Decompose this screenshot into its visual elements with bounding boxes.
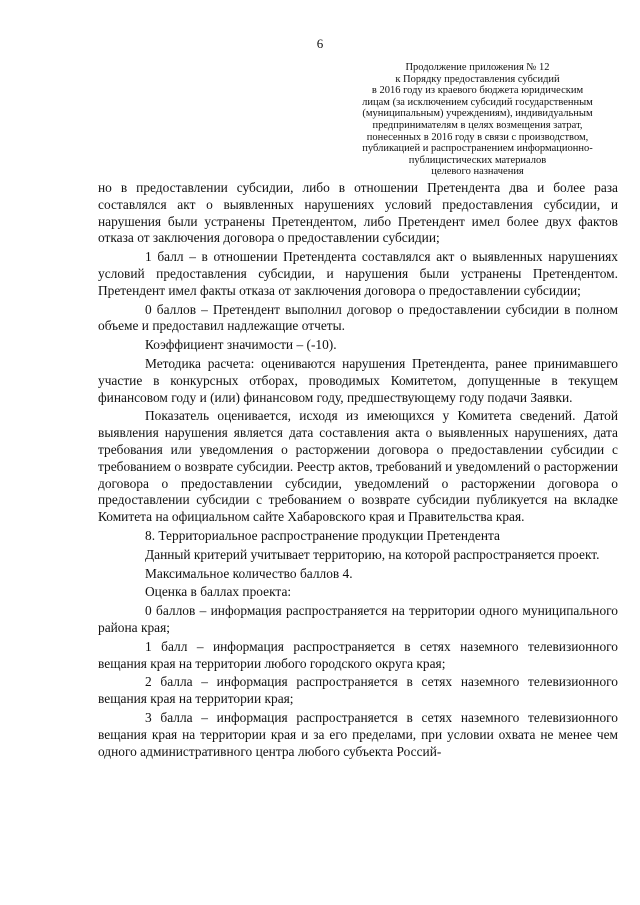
appendix-line: целевого назначения xyxy=(431,166,524,178)
appendix-line: (муниципальным) учреждениям), индивидуальным xyxy=(362,108,593,120)
paragraph-score-intro: Оценка в баллах проекта: xyxy=(145,584,292,600)
section-heading-8: 8. Территориальное распространение продукции Претендента xyxy=(145,527,500,543)
paragraph-method: Методика расчета: оцениваются нарушения Претендента, ранее принимавшего участие в конкурсных отборах, проводимых Комитетом, допущенные в текущем финансовом году и (или) финансовом году, предшествующему году подачи Заявки. xyxy=(98,355,618,405)
paragraph-score-1: 1 балл – в отношении Претендента составлялся акт о выявленных нарушениях условий предоставления субсидии, и нарушения были устранены Претендентом. Претендент имел факты отказа от заключения договора о предоставлении субсидии; xyxy=(98,249,618,298)
paragraph-territory-2: 2 балла – информация распространяется в сетях наземного телевизионного вещания края на территории края; xyxy=(98,674,618,707)
paragraph-continuation: но в предоставлении субсидии, либо в отношении Претендента два и более раза составлялся акт о выявленных нарушениях условий предоставления субсидии, и нарушения были устранены Претендентом, либо Претендент имел более двух фактов отказа от заключения договора о предоставлении субсидии; xyxy=(98,180,618,246)
paragraph-indicator: Показатель оценивается, исходя из имеющихся у Комитета сведений. Датой выявления нарушения является дата составления акта о выявленных нарушениях, дата требования или уведомления о расторжении договора о предоставлении субсидии с требованием о возврате субсидии. Реестр актов, требований и уведомлений о расторжении договора о предоставлении субсидии, уведомлений о расторжении договора о предоставлении субсидии с требованием о возврате субсидии публикуется на вкладке Комитета на официальном сайте Хабаровского края и Правительства края. xyxy=(98,408,618,525)
page-number: 6 xyxy=(316,36,324,51)
paragraph-territory-0: 0 баллов – информация распространяется на территории одного муниципального района края; xyxy=(98,603,618,635)
paragraph-criterion: Данный критерий учитывает территорию, на которой распространяется проект. xyxy=(145,546,600,562)
paragraph-max-score: Максимальное количество баллов 4. xyxy=(145,565,353,581)
appendix-header xyxy=(330,62,625,178)
appendix-line: к Порядку предоставления субсидий xyxy=(395,73,560,85)
appendix-line: Продолжение приложения № 12 xyxy=(405,62,550,73)
paragraph-coefficient: Коэффициент значимости – (-10). xyxy=(145,337,337,353)
appendix-line: в 2016 году из краевого бюджета юридическим xyxy=(371,85,584,97)
appendix-line: лицам (за исключением субсидий государственным xyxy=(362,96,593,108)
appendix-line: предпринимателям в целях возмещения затрат, xyxy=(372,119,583,131)
appendix-line: публицистических материалов xyxy=(408,154,547,166)
document-body xyxy=(98,180,618,760)
paragraph-territory-1: 1 балл – информация распространяется в сетях наземного телевизионного вещания края на территории любого городского округа края; xyxy=(98,638,618,671)
appendix-line: публикацией и распространением информационно- xyxy=(362,143,593,155)
paragraph-score-0: 0 баллов – Претендент выполнил договор о предоставлении субсидии в полном объеме и предоставил надлежащие отчеты. xyxy=(98,301,618,334)
appendix-line: понесенных в 2016 году в связи с производством, xyxy=(366,131,589,143)
paragraph-territory-3: 3 балла – информация распространяется в сетях наземного телевизионного вещания края на территории края и за его пределами, при условии охвата не менее чем одного административного центра любого субъекта Россий- xyxy=(98,709,618,759)
